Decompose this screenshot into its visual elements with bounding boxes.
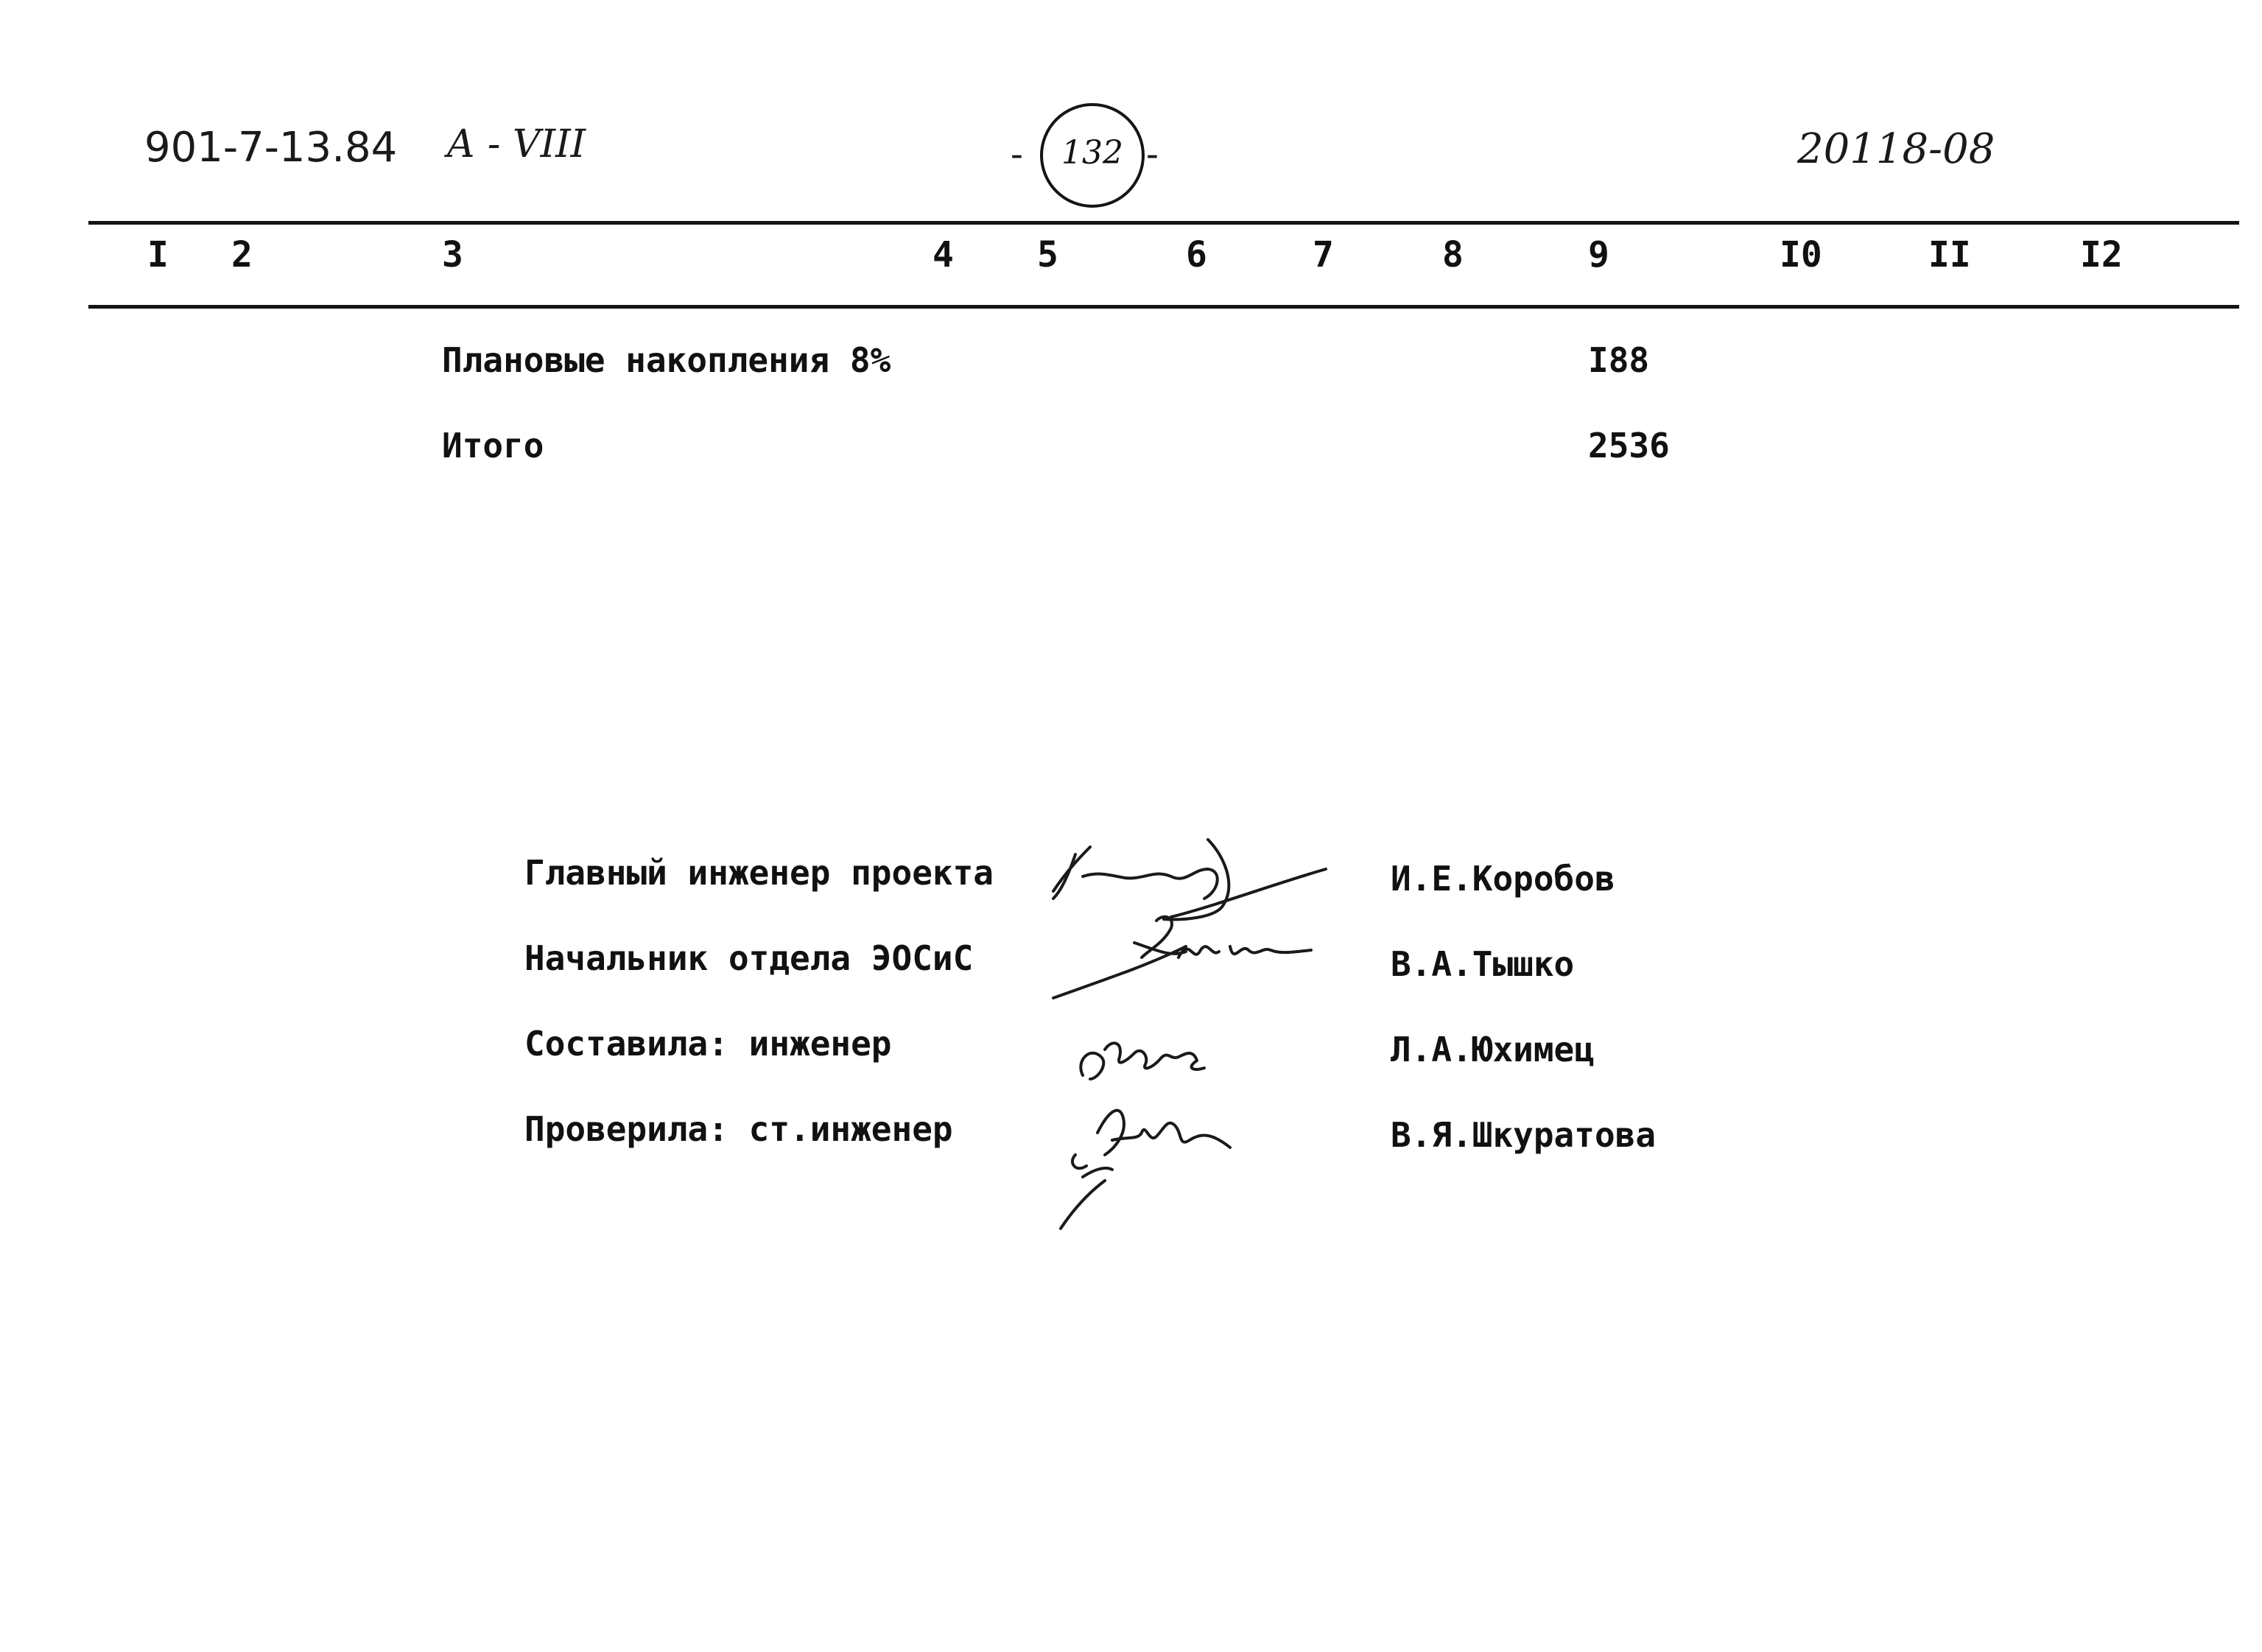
column-header-10: I0: [1780, 234, 1822, 275]
handwritten-signature-department-head: [1046, 906, 1326, 1009]
table-header-bottom-rule: [88, 305, 2239, 309]
column-header-11: II: [1928, 234, 1971, 275]
signature-name-chief-engineer: И.Е.Коробов: [1391, 859, 1615, 899]
column-header-3: 3: [442, 234, 463, 275]
page-number-circle: [1040, 103, 1145, 208]
document-code: 901-7-13.84: [144, 124, 398, 172]
row-planned-savings-label: Плановые накопления 8%: [442, 340, 891, 380]
table-top-rule: [88, 221, 2239, 225]
column-header-6: 6: [1186, 234, 1207, 275]
sheet-code: 20118-08: [1797, 125, 1995, 173]
row-total-label: Итого: [442, 426, 544, 465]
album-number: А - VIII: [446, 122, 586, 166]
signature-name-department-head: В.А.Тышко: [1391, 944, 1575, 984]
page-dash-right: -: [1146, 133, 1159, 175]
column-header-9: 9: [1588, 234, 1609, 275]
row-total-value: 2536: [1588, 426, 1670, 465]
signature-role-compiled-by: Составила: инженер: [524, 1024, 892, 1064]
column-header-5: 5: [1037, 234, 1058, 275]
page-number: 132: [1061, 134, 1123, 172]
row-planned-savings-value: I88: [1588, 340, 1650, 380]
signature-name-compiled-by: Л.А.Юхимец: [1391, 1030, 1595, 1069]
column-header-12: I2: [2080, 234, 2123, 275]
column-header-7: 7: [1313, 234, 1334, 275]
signature-role-chief-engineer: Главный инженер проекта: [524, 853, 994, 893]
handwritten-signature-compiled-by: [1068, 1016, 1245, 1097]
column-header-1: I: [147, 234, 169, 275]
handwritten-signature-checked-by: [1053, 1096, 1274, 1236]
column-header-8: 8: [1442, 234, 1464, 275]
column-header-2: 2: [231, 234, 253, 275]
signature-role-checked-by: Проверила: ст.инженер: [524, 1109, 953, 1149]
page-dash-left: -: [1011, 133, 1023, 175]
signature-role-department-head: Начальник отдела ЭОСиС: [524, 938, 974, 978]
signature-name-checked-by: В.Я.Шкуратова: [1391, 1115, 1657, 1155]
column-header-4: 4: [932, 234, 954, 275]
